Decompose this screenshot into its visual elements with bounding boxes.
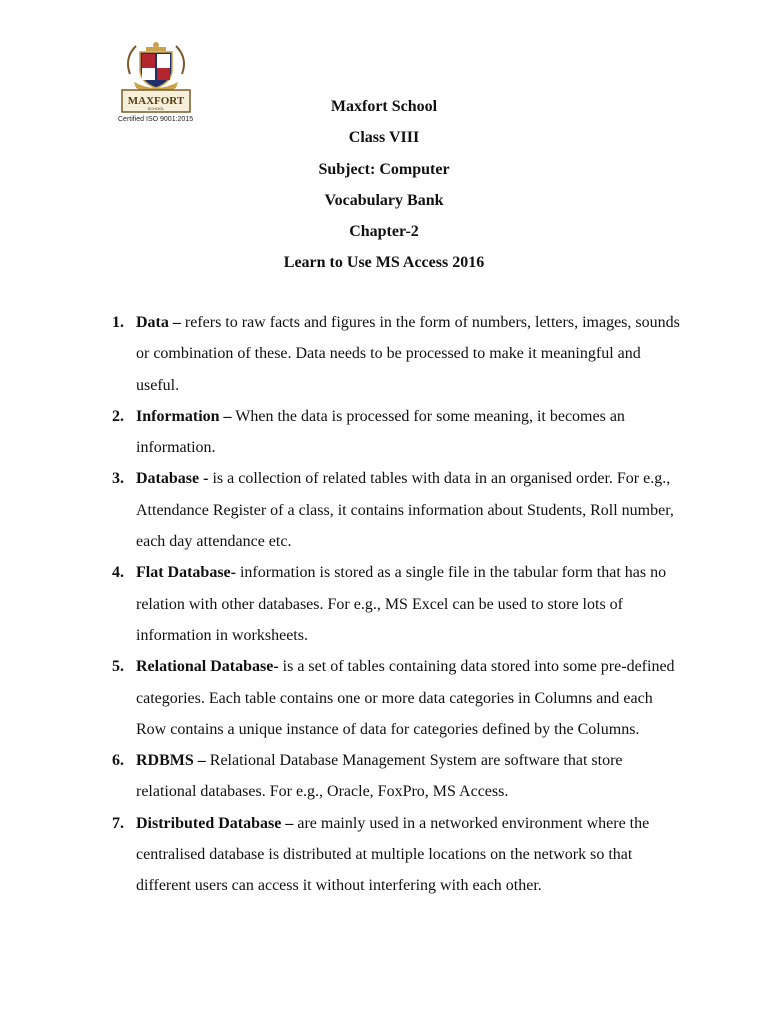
item-definition: is a collection of related tables with data in an organised order. For e.g., Attendance Register of a class, it contains information about Students, Roll number, each day attendance etc. <box>136 470 674 551</box>
list-item <box>108 307 680 401</box>
certification-text: Certified ISO 9001:2015 <box>118 116 194 123</box>
item-definition: is a set of tables containing data stored into some pre-defined categories. Each table contains one or more data categories in Columns and each Row contains a unique instance of data for categories defined by the Columns. <box>136 658 675 738</box>
logo-name: MAXFORT <box>127 95 185 107</box>
subject-line: Subject: Computer <box>318 160 450 178</box>
item-term: Relational Database- <box>136 658 279 676</box>
item-term: Information – <box>136 407 232 425</box>
item-definition: When the data is processed for some meaning, it becomes an information. <box>136 407 625 457</box>
list-item <box>108 463 680 557</box>
item-term: Distributed Database – <box>136 814 294 832</box>
item-definition: are mainly used in a networked environment where the centralised database is distributed at multiple locations on the network so that different users can access it without interfering with each other. <box>136 814 650 895</box>
item-term: RDBMS – <box>136 752 206 770</box>
item-definition: Relational Database Management System are software that store relational databases. For e.g., Oracle, FoxPro, MS Access. <box>136 752 623 801</box>
list-item <box>108 401 680 464</box>
chapter-title: Learn to Use MS Access 2016 <box>283 254 485 272</box>
item-definition: information is stored as a single file in the tabular form that has no relation with other databases. For e.g., MS Excel can be used to store lots of information in worksheets. <box>136 564 667 644</box>
list-item <box>108 651 680 745</box>
list-item <box>108 745 680 808</box>
document-header <box>0 91 768 279</box>
item-number: 6. <box>112 752 124 770</box>
item-term: Flat Database- <box>136 564 236 582</box>
school-name: Maxfort School <box>330 98 438 115</box>
item-number: 3. <box>112 470 124 488</box>
item-term: Data – <box>136 314 181 331</box>
document-title: Vocabulary Bank <box>324 191 444 209</box>
item-number: 2. <box>112 407 124 425</box>
item-number: 4. <box>112 564 124 582</box>
vocabulary-list <box>108 307 680 902</box>
chapter-number: Chapter-2 <box>349 223 419 241</box>
logo-subtitle: SCHOOL <box>147 106 165 111</box>
list-item <box>108 808 680 902</box>
item-number: 5. <box>112 658 124 676</box>
class-name: Class VIII <box>348 129 420 147</box>
item-term: Database - <box>136 470 209 488</box>
item-number: 1. <box>112 314 124 331</box>
item-number: 7. <box>112 814 124 832</box>
item-definition: refers to raw facts and figures in the form of numbers, letters, images, sounds or combination of these. Data needs to be processed to make it meaningful and useful. <box>136 314 680 394</box>
list-item <box>108 557 680 651</box>
